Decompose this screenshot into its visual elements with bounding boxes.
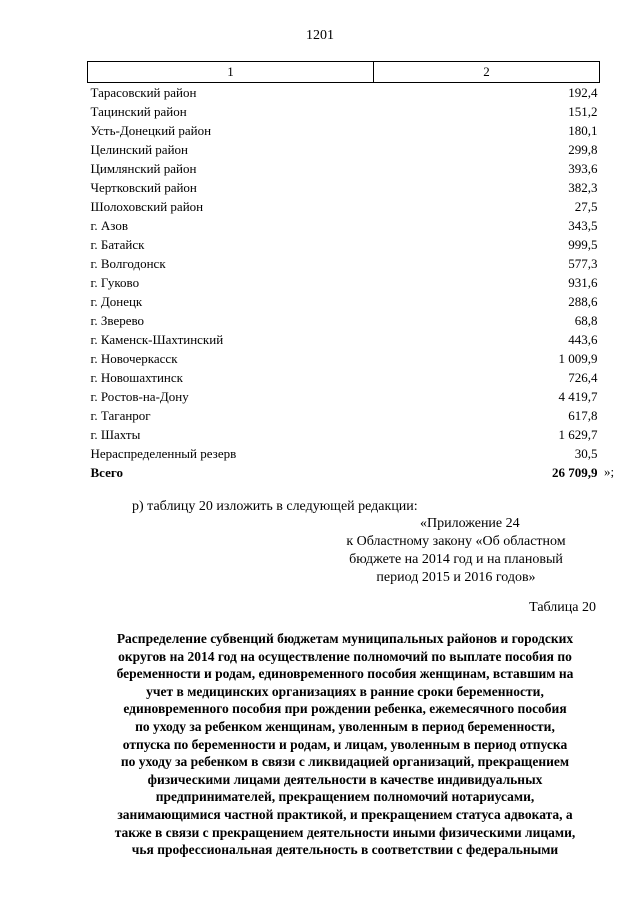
- total-value: 26 709,9: [552, 465, 598, 480]
- table-body: [88, 83, 600, 483]
- heading-line: учет в медицинских организациях в ранние сроки беременности,: [146, 683, 544, 699]
- row-value: 180,1: [568, 123, 598, 138]
- row-value: 288,6: [568, 294, 598, 309]
- table-row: [88, 140, 600, 159]
- table-header-row: [88, 62, 600, 83]
- table-row: [88, 292, 600, 311]
- appendix-block: [320, 515, 592, 587]
- row-name: Тарасовский район: [90, 85, 197, 100]
- section-heading: [80, 630, 610, 859]
- total-row: [88, 463, 600, 482]
- row-name: г. Гуково: [90, 275, 140, 290]
- table-row: [88, 311, 600, 330]
- row-name: г. Донецк: [90, 294, 143, 309]
- row-value: 151,2: [568, 104, 598, 119]
- heading-line: чья профессиональная деятельность в соответствии с федеральными: [131, 842, 559, 858]
- total-label: Всего: [90, 465, 123, 480]
- appendix-line: период 2015 и 2016 годов»: [376, 570, 536, 585]
- row-value: 343,5: [568, 218, 598, 233]
- appendix-line: к Областному закону «Об областном: [346, 534, 566, 549]
- table-row: [88, 178, 600, 197]
- table-row: [88, 159, 600, 178]
- heading-line: по уходу за ребенком женщинам, уволенным в период беременности,: [135, 718, 555, 734]
- row-name: Тацинский район: [90, 104, 187, 119]
- row-name: Чертковский район: [90, 180, 197, 195]
- heading-line: округов на 2014 год на осуществление полномочий по выплате пособия по: [118, 648, 572, 664]
- table-row: [88, 330, 600, 349]
- row-value: 27,5: [574, 199, 598, 214]
- row-name: г. Новошахтинск: [90, 370, 183, 385]
- page-number: 1201: [306, 28, 334, 43]
- heading-line: отпуска по беременности и родам, и лицам, уволенным в период отпуска: [122, 736, 568, 752]
- row-value: 726,4: [568, 370, 598, 385]
- row-name: г. Зверево: [90, 313, 145, 328]
- heading-line: занимающимися частной практикой, и прекращением статуса адвоката, а: [117, 806, 573, 822]
- heading-line: также в связи с прекращением деятельности иными физическими лицами,: [114, 824, 576, 840]
- row-name: Усть-Донецкий район: [90, 123, 212, 138]
- column-header-1: 1: [88, 62, 374, 83]
- appendix-title: «Приложение 24: [420, 516, 520, 531]
- row-value: 931,6: [568, 275, 598, 290]
- row-name: г. Азов: [90, 218, 128, 233]
- row-name: г. Новочеркасск: [90, 351, 178, 366]
- heading-line: Распределение субвенций бюджетам муниципальных районов и городских: [116, 631, 574, 646]
- table-row: [88, 216, 600, 235]
- table-row: [88, 273, 600, 292]
- instruction-text: р) таблицу 20 изложить в следующей редакции:: [132, 499, 418, 514]
- table-row: [88, 235, 600, 254]
- table-row: [88, 197, 600, 216]
- subsidy-table: [87, 61, 600, 482]
- heading-line: единовременного пособия при рождении ребенка, ежемесячного пособия: [123, 701, 567, 717]
- heading-line: предпринимателей, прекращением полномочий нотариусами,: [155, 789, 535, 805]
- table-row: [88, 121, 600, 140]
- heading-line: по уходу за ребенком в связи с ликвидацией организаций, прекращением: [120, 754, 570, 770]
- row-value: 1 629,7: [558, 427, 598, 442]
- table-row: [88, 368, 600, 387]
- row-value: 999,5: [568, 237, 598, 252]
- row-name: г. Ростов-на-Дону: [90, 389, 189, 404]
- row-name: Целинский район: [90, 142, 188, 157]
- table-row: [88, 425, 600, 444]
- row-value: 299,8: [568, 142, 598, 157]
- table-row: [88, 254, 600, 273]
- row-value: 617,8: [568, 408, 598, 423]
- row-value: 443,6: [568, 332, 598, 347]
- table-row: [88, 349, 600, 368]
- heading-line: беременности и родам, единовременного пособия женщинам, вставшим на: [116, 666, 574, 682]
- row-value: 4 419,7: [558, 389, 598, 404]
- row-value: 393,6: [568, 161, 598, 176]
- table-row: [88, 444, 600, 463]
- row-name: г. Таганрог: [90, 408, 151, 423]
- row-name: Цимлянский район: [90, 161, 197, 176]
- appendix-line: бюджете на 2014 год и на плановый: [349, 552, 563, 567]
- row-value: 577,3: [568, 256, 598, 271]
- table-row: [88, 406, 600, 425]
- table-row: [88, 83, 600, 103]
- row-name: Нераспределенный резерв: [90, 446, 237, 461]
- row-value: 30,5: [574, 446, 598, 461]
- row-value: 192,4: [568, 85, 598, 100]
- row-name: г. Батайск: [90, 237, 145, 252]
- closing-quote-mark: »;: [604, 464, 615, 479]
- column-header-2: 2: [374, 62, 600, 83]
- row-name: г. Волгодонск: [90, 256, 166, 271]
- row-value: 68,8: [574, 313, 598, 328]
- table-row: [88, 387, 600, 406]
- table-label: Таблица 20: [529, 600, 596, 615]
- row-name: Шолоховский район: [90, 199, 204, 214]
- row-name: г. Каменск-Шахтинский: [90, 332, 224, 347]
- row-value: 1 009,9: [558, 351, 598, 366]
- row-name: г. Шахты: [90, 427, 141, 442]
- heading-line: физическими лицами деятельности в качестве индивидуальных: [147, 771, 543, 787]
- table-row: [88, 102, 600, 121]
- row-value: 382,3: [568, 180, 598, 195]
